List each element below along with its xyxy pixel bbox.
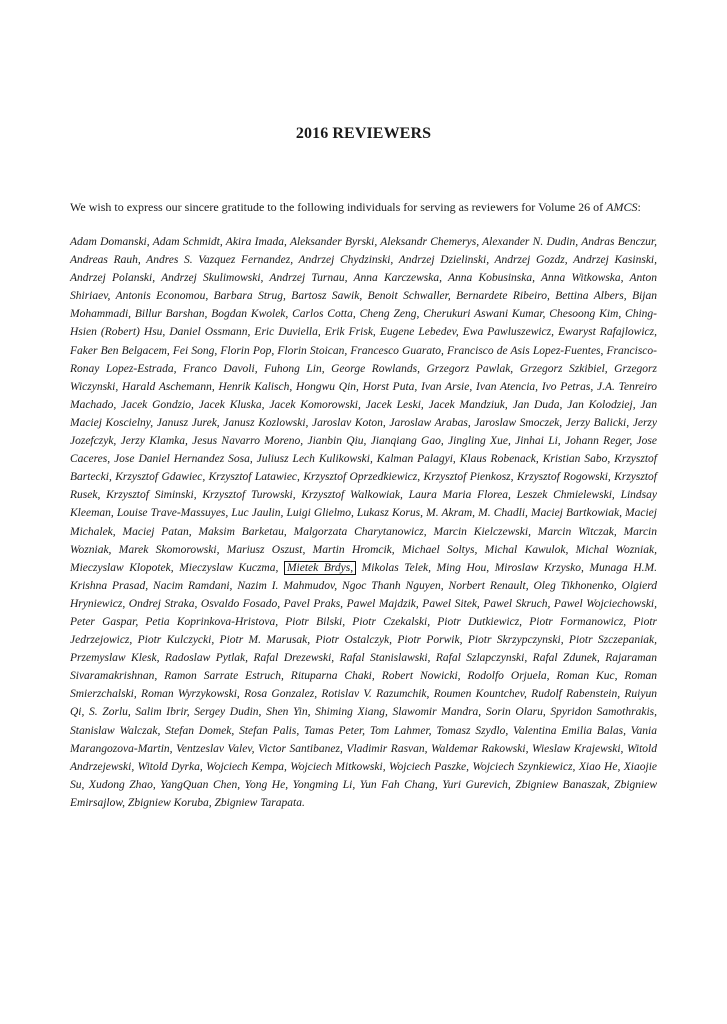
intro-text: We wish to express our sincere gratitude to the following individuals for serving as reviewers for Volume 26 of — [70, 200, 607, 214]
reviewer-names-part-2: Mikolas Telek, Ming Hou, Miroslaw Krzysko, Munaga H.M. Krishna Prasad, Nacim Ramdani, Nazim I. Mahmudov, Ngoc Thanh Nguyen, Norbert Renault, Oleg Tikhonenko, Olgierd Hryniewicz, Ondrej Straka, Osvaldo Fosado, Pavel Praks, Pawel Majdzik, Pawel Sitek, Pawel Skruch, Pawel Wojciechowski, Peter Gaspar, Petia Koprinkova-Hristova, Piotr Bilski, Piotr Czekalski, Piotr Dutkiewicz, Piotr Formanowicz, Piotr Jedrzejowicz, Piotr Kulczycki, Piotr M. Marusak, Piotr Ostalczyk, Piotr Porwik, Piotr Skrzypczynski, Piotr Szczepaniak, Przemyslaw Klesk, Radoslaw Pytlak, Rafal Drezewski, Rafal Stanislawski, Rafal Szlapczynski, Rafal Zdunek, Rajaraman Sivaramakrishnan, Ramon Sarrate Estruch, Rituparna Chaki, Robert Nowicki, Rodolfo Orjuela, Roman Kuc, Roman Smierzchalski, Roman Wyrzykowski, Rosa Gonzalez, Rotislav V. Razumchik, Roumen Kountchev, Rudolf Rabenstein, Ruiyun Qi, S. Zorlu, Salim Ibrir, Sergey Dudin, Shen Yin, Shiming Xiang, Slawomir Mandra, Sorin Olaru, Spyridon Samothrakis, Stanislaw Walczak, Stefan Domek, Stefan Palis, Tamas Peter, Tom Lahmer, Tomasz Szydlo, Valentina Emilia Balas, Vania Marangozova-Martin, Ventzeslav Valev, Victor Santibanez, Vladimir Rasvan, Waldemar Rakowski, Wieslaw Krajewski, Witold Andrzejewski, Witold Dyrka, Wojciech Kempa, Wojciech Mitkowski, Wojciech Paszke, Wojciech Szynkiewicz, Xiao He, Xiaojie Su, Xudong Zhao, YangQuan Chen, Yong He, Yongming Li, Yun Fah Chang, Yuri Gurevich, Zbigniew Banaszak, Zbigniew Emirsajlow, Zbigniew Koruba, Zbigniew Tarapata. — [70, 561, 657, 809]
reviewer-list — [70, 233, 657, 812]
intro-colon: : — [637, 200, 641, 214]
reviewer-names-part-1: Adam Domanski, Adam Schmidt, Akira Imada, Aleksander Byrski, Aleksandr Chemerys, Alexander N. Dudin, Andras Benczur, Andreas Rauh, Andres S. Vazquez Fernandez, Andrzej Chydzinski, Andrzej Dzielinski, Andrzej Gozdz, Andrzej Kasinski, Andrzej Polanski, Andrzej Skulimowski, Andrzej Turnau, Anna Karczewska, Anna Kobusinska, Anna Witkowska, Anton Shiriaev, Antonis Economou, Barbara Strug, Bartosz Sawik, Benoit Schwaller, Bernardete Ribeiro, Bettina Albers, Bijan Mohammadi, Billur Barshan, Bogdan Kwolek, Carlos Cotta, Cheng Zeng, Cherukuri Aswani Kumar, Chesoong Kim, Ching-Hsien (Robert) Hsu, Daniel Ossmann, Eric Duviella, Erik Frisk, Eugene Lebedev, Ewa Pawluszewicz, Ewaryst Rafajlowicz, Faker Ben Belgacem, Fei Song, Florin Pop, Florin Stoican, Francesco Guarato, Francisco de Asis Lopez-Fuentes, Francisco-Ronay Lopez-Estrada, Franco Davoli, Fuhong Lin, George Rowlands, Grzegorz Pawlak, Grzegorz Szkibiel, Grzegorz Wiczynski, Harald Aschemann, Henrik Kalisch, Hongwu Qin, Horst Puta, Ivan Arsie, Ivan Atencia, Ivo Petras, J.A. Tenreiro Machado, Jacek Gondzio, Jacek Kluska, Jacek Komorowski, Jacek Leski, Jacek Mandziuk, Jan Duda, Jan Kolodziej, Jan Maciej Koscielny, Janusz Jurek, Janusz Kozlowski, Jaroslav Koton, Jaroslaw Arabas, Jaroslaw Smoczek, Jerzy Balicki, Jerzy Jozefczyk, Jerzy Klamka, Jesus Navarro Moreno, Jianbin Qiu, Jianqiang Gao, Jingling Xue, Jinhai Li, Johann Reger, Jose Caceres, Jose Daniel Hernandez Sosa, Juliusz Lech Kulikowski, Kalman Palagyi, Klaus Robenack, Kristian Sabo, Krzysztof Bartecki, Krzysztof Gdawiec, Krzysztof Latawiec, Krzysztof Oprzedkiewicz, Krzysztof Pienkosz, Krzysztof Rogowski, Krzysztof Rusek, Krzysztof Siminski, Krzysztof Turowski, Krzysztof Walkowiak, Laura Maria Florea, Leszek Chmielewski, Lindsay Kleeman, Louise Trave-Massuyes, Luc Jaulin, Luigi Glielmo, Lukasz Korus, M. Akram, M. Chadli, Maciej Bartkowiak, Maciej Michalek, Maciej Patan, Maksim Barketau, Malgorzata Charytanowicz, Marcin Kielczewski, Marcin Witczak, Marcin Wozniak, Marek Skomorowski, Mariusz Oszust, Martin Hromcik, Michael Soltys, Michal Kawulok, Michal Wozniak, Mieczyslaw Klopotek, Mieczyslaw Kuczma, — [70, 236, 657, 574]
journal-abbreviation: AMCS — [606, 200, 638, 214]
page-title: 2016 REVIEWERS — [295, 125, 432, 142]
highlighted-reviewer-name: Mietek Brdys, — [284, 561, 356, 575]
intro-paragraph — [70, 199, 657, 216]
